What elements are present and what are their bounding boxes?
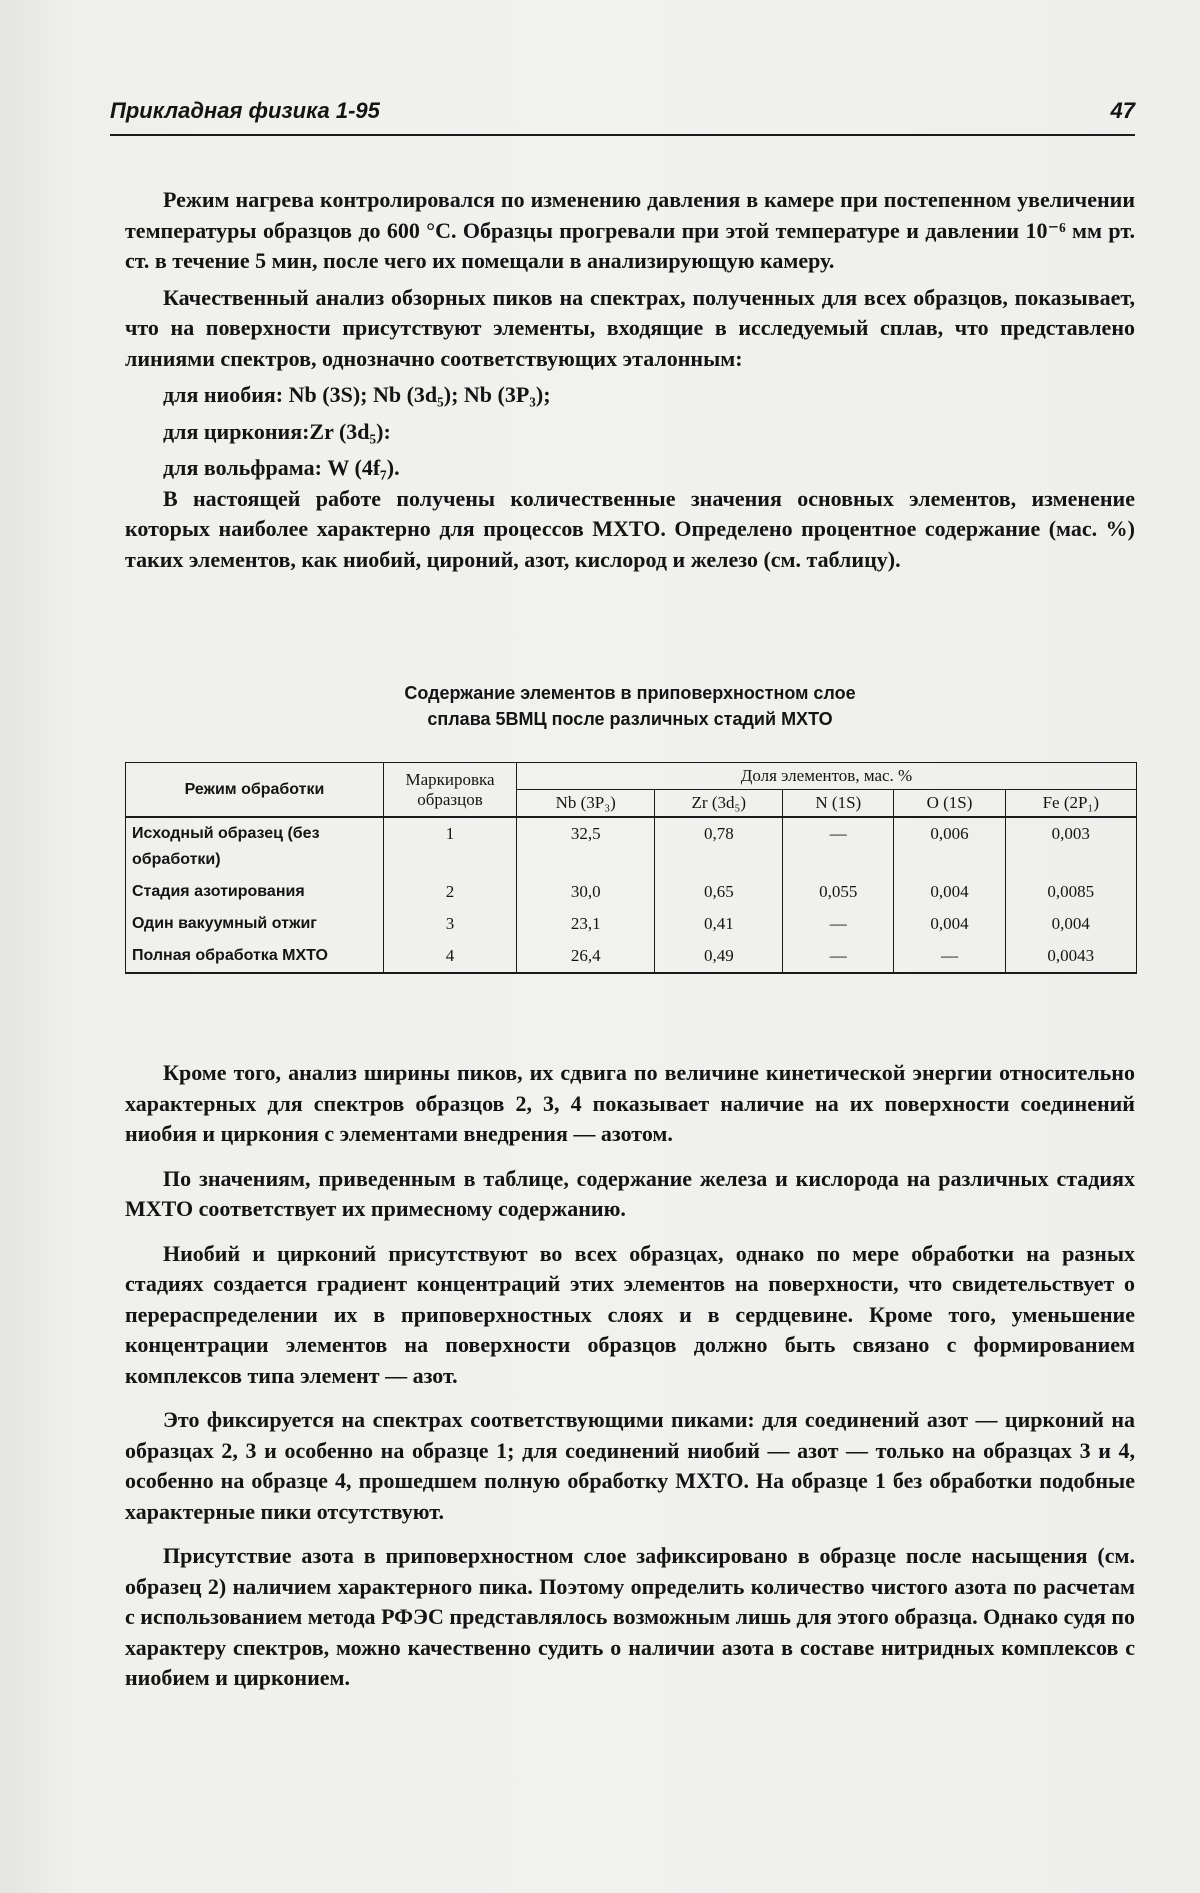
cell-fe: 0,004 [1005, 908, 1136, 940]
cell-nb: 23,1 [517, 908, 655, 940]
cell-mark: 4 [384, 940, 517, 973]
cell-n: 0,055 [783, 876, 894, 908]
cell-zr: 0,65 [655, 876, 783, 908]
line-zirconium: для циркония:Zr (3d₅): [163, 418, 391, 444]
cell-mode: Исходный образец (без обработки) [126, 817, 384, 876]
body-text [125, 1058, 1135, 1708]
caption-line-1: Содержание элементов в приповерхностном слое [404, 683, 856, 703]
running-header [110, 98, 1135, 136]
cell-o: 0,004 [894, 876, 1005, 908]
header-o: O (1S) [894, 790, 1005, 818]
cell-o: — [894, 940, 1005, 973]
cell-n: — [783, 908, 894, 940]
header-element-share: Доля элементов, мас. % [517, 763, 1137, 790]
header-mode: Режим обработки [126, 763, 384, 818]
journal-title: Прикладная физика 1-95 [110, 98, 380, 123]
paragraph-peak-shift: Кроме того, анализ ширины пиков, их сдвига по величине кинетической энергии относительно характерных для спектров образцов 2, 3, 4 показывает наличие на их поверхности соединений ниобия и циркония с элементами внедрения — азотом. [125, 1060, 1135, 1146]
cell-mark: 1 [384, 817, 517, 876]
header-fe: Fe (2P₁) [1005, 790, 1136, 818]
cell-fe: 0,0085 [1005, 876, 1136, 908]
header-mark: Маркировка образцов [384, 763, 517, 818]
header-n: N (1S) [783, 790, 894, 818]
paragraph-gradient: Ниобий и цирконий присутствуют во всех образцах, однако по мере обработки на разных стадиях создается градиент концентраций этих элементов на поверхности, что свидетельствует о перераспределении их в приповерхностных слоях и в сердцевине. Кроме того, уменьшение концентрации элементов на поверхности образцов должно быть связано с формированием комплексов типа элемент — азот. [125, 1240, 1135, 1388]
cell-nb: 32,5 [517, 817, 655, 876]
cell-mark: 2 [384, 876, 517, 908]
header-nb: Nb (3P₃) [517, 790, 655, 818]
cell-n: — [783, 940, 894, 973]
table-caption [125, 680, 1135, 732]
cell-nb: 26,4 [517, 940, 655, 973]
paragraph-heating: Режим нагрева контролировался по изменению давления в камере при постепенном увеличении температуры образцов до 600 °С. Образцы прогревали при этой температуре и давлении 10⁻⁶ мм рт. ст. в течение 5 мин, после чего их помещали в анализирующую камеру. [125, 187, 1135, 273]
caption-line-2: сплава 5ВМЦ после различных стадий МХТО [427, 709, 833, 729]
cell-nb: 30,0 [517, 876, 655, 908]
cell-mode: Полная обработка МХТО [126, 940, 384, 973]
paragraph-quantitative: В настоящей работе получены количественные значения основных элементов, изменение которых наиболее характерно для процессов МХТО. Определено процентное содержание (мас. %) таких элементов, как ниобий, цирoний, азот, кислород и железо (см. таблицу). [125, 485, 1135, 572]
header-zr: Zr (3d₅) [655, 790, 783, 818]
cell-fe: 0,0043 [1005, 940, 1136, 973]
paragraph-iron-oxygen: По значениям, приведенным в таблице, содержание железа и кислорода на различных стадиях МХТО соответствует их примесному содержанию. [125, 1165, 1135, 1221]
cell-mode: Стадия азотирования [126, 876, 384, 908]
table-row [126, 908, 1137, 940]
intro-text [125, 185, 1135, 575]
paragraph-spectra-peaks: Это фиксируется на спектрах соответствующими пиками: для соединений азот — цирконий на образцах 2, 3 и особенно на образце 1; для соединений ниобий — азот — только на образцах 3 и 4, особенно на образце 4, прошедшем полную обработку МХТО. На образце 1 без обработки подобные характерные пики отсутствуют. [125, 1407, 1135, 1524]
table-row [126, 876, 1137, 908]
table-row [126, 940, 1137, 973]
cell-mode: Один вакуумный отжиг [126, 908, 384, 940]
cell-o: 0,004 [894, 908, 1005, 940]
cell-zr: 0,78 [655, 817, 783, 876]
cell-fe: 0,003 [1005, 817, 1136, 876]
table-row [126, 817, 1137, 876]
elements-table [125, 762, 1137, 974]
paragraph-nitrogen: Присутствие азота в приповерхностном слое зафиксировано в образце после насыщения (см. образец 2) наличием характерного пика. Поэтому определить количество чистого азота по расчетам с использованием метода РФЭС представлялось возможным лишь для этого образца. Однако судя по характеру спектров, можно качественно судить о наличии азота в составе нитридных комплексов с ниобием и цирконием. [125, 1543, 1135, 1690]
line-niobium: для ниобия: Nb (3S); Nb (3d₅); Nb (3P₃); [163, 382, 551, 407]
paragraph-qualitative-analysis: Качественный анализ обзорных пиков на спектрах, полученных для всех образцов, показывает, что на поверхности присутствуют элементы, входящие в исследуемый сплав, что представлено линиями спектров, однозначно соответствующих эталонным: [125, 284, 1135, 371]
cell-o: 0,006 [894, 817, 1005, 876]
cell-zr: 0,49 [655, 940, 783, 973]
cell-mark: 3 [384, 908, 517, 940]
page-number: 47 [1110, 98, 1135, 123]
cell-zr: 0,41 [655, 908, 783, 940]
cell-n: — [783, 817, 894, 876]
line-tungsten: для вольфрама: W (4f₇). [163, 455, 400, 480]
